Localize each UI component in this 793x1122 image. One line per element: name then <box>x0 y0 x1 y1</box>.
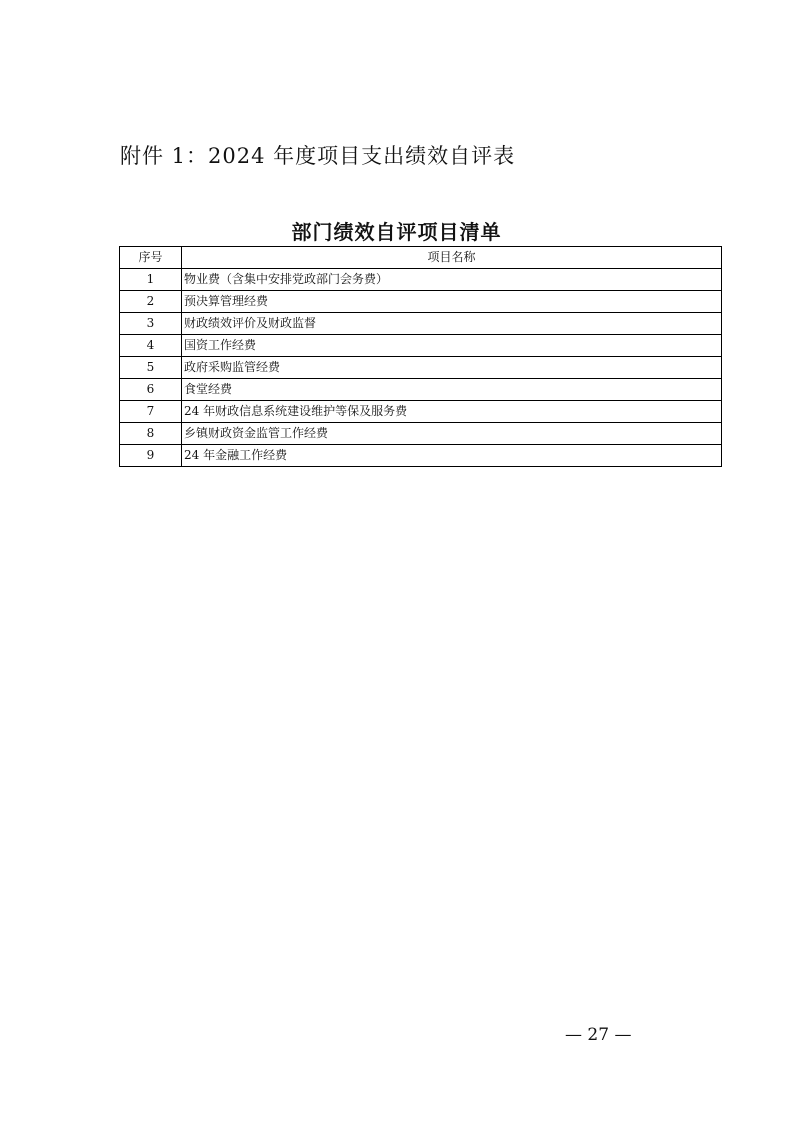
table-row <box>120 357 722 379</box>
table-row <box>120 313 722 335</box>
header-number: 序号 <box>120 247 182 269</box>
row-number: 5 <box>120 357 182 379</box>
page-number: — 27 — <box>565 1025 632 1045</box>
row-project-name: 乡镇财政资金监管工作经费 <box>182 423 722 445</box>
table-row <box>120 269 722 291</box>
row-project-name: 政府采购监管经费 <box>182 357 722 379</box>
row-number: 6 <box>120 379 182 401</box>
row-number: 4 <box>120 335 182 357</box>
row-number: 8 <box>120 423 182 445</box>
table-row <box>120 291 722 313</box>
row-number: 9 <box>120 445 182 467</box>
attachment-title: 附件 1：2024 年度项目支出绩效自评表 <box>120 144 516 168</box>
table-row <box>120 423 722 445</box>
row-number: 2 <box>120 291 182 313</box>
table-row <box>120 379 722 401</box>
row-project-name: 24 年金融工作经费 <box>182 445 722 467</box>
table-row <box>120 401 722 423</box>
project-list-table <box>119 246 722 467</box>
row-number: 7 <box>120 401 182 423</box>
row-number: 1 <box>120 269 182 291</box>
table-row <box>120 445 722 467</box>
row-project-name: 物业费（含集中安排党政部门会务费） <box>182 269 722 291</box>
table-title: 部门绩效自评项目清单 <box>291 220 502 244</box>
row-project-name: 国资工作经费 <box>182 335 722 357</box>
row-project-name: 食堂经费 <box>182 379 722 401</box>
row-project-name: 24 年财政信息系统建设维护等保及服务费 <box>182 401 722 423</box>
header-project-name: 项目名称 <box>182 247 722 269</box>
row-number: 3 <box>120 313 182 335</box>
row-project-name: 预决算管理经费 <box>182 291 722 313</box>
table-header-row <box>120 247 722 269</box>
table-row <box>120 335 722 357</box>
row-project-name: 财政绩效评价及财政监督 <box>182 313 722 335</box>
